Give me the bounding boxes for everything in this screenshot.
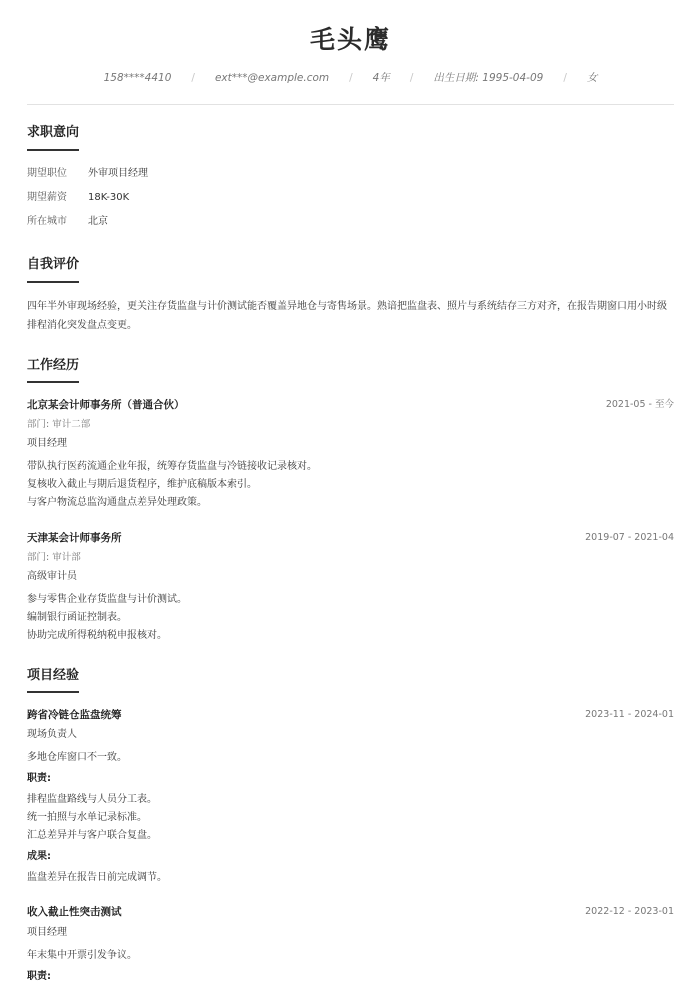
work-company: 天津某会计师事务所 [27, 532, 122, 544]
work-role: 项目经理 [27, 438, 67, 449]
intent-value-position: 外审项目经理 [88, 168, 148, 179]
work-role: 高级审计员 [27, 571, 77, 582]
work-duty-line: 与客户物流总监沟通盘点差异处理政策。 [27, 497, 207, 508]
section-title-projects: 项目经验 [27, 668, 80, 683]
project-description: 年末集中开票引发争议。 [27, 950, 137, 961]
gender: 女 [586, 72, 598, 84]
project-role: 项目经理 [27, 927, 67, 938]
project-role: 现场负责人 [27, 729, 77, 740]
phone-number: 158****4410 [103, 72, 172, 84]
project-date: 2022-12 - 2023-01 [585, 906, 674, 917]
project-duty-line: 汇总差异并与客户联合复盘。 [27, 830, 157, 841]
candidate-name: 毛头鹰 [309, 25, 391, 54]
separator: / [191, 72, 195, 84]
project-description: 多地仓库窗口不一致。 [27, 752, 127, 763]
work-company: 北京某会计师事务所（普通合伙） [27, 399, 185, 411]
birth-date: 出生日期: 1995-04-09 [433, 72, 544, 84]
work-duty-line: 协助完成所得税纳税申报核对。 [27, 630, 167, 641]
work-department: 部门: 审计二部 [27, 419, 91, 430]
project-duty-line: 排程监盘路线与人员分工表。 [27, 794, 157, 805]
section-title-self: 自我评价 [27, 257, 80, 272]
project-duty-line: 统一拍照与水单记录标准。 [27, 812, 147, 823]
email-address: ext***@example.com [214, 72, 330, 84]
separator: / [349, 72, 353, 84]
separator: / [409, 72, 414, 84]
section-underline [27, 691, 79, 693]
work-duty-line: 编制银行函证控制表。 [27, 612, 127, 623]
intent-label-position: 期望职位 [27, 168, 67, 179]
work-duty-line: 参与零售企业存货监盘与计价测试。 [27, 594, 187, 605]
project-result-line: 监盘差异在报告日前完成调节。 [27, 872, 167, 883]
section-underline [27, 149, 79, 151]
intent-value-city: 北京 [88, 216, 108, 227]
intent-value-salary: 18K-30K [88, 192, 130, 203]
header-divider [27, 104, 674, 105]
section-title-work: 工作经历 [27, 358, 80, 373]
years-experience: 4年 [372, 72, 390, 84]
work-date: 2021-05 - 至今 [605, 399, 674, 410]
contact-bar [27, 70, 674, 86]
work-department: 部门: 审计部 [27, 552, 81, 563]
self-evaluation-text: 四年半外审现场经验，更关注存货监盘与计价测试能否覆盖异地仓与寄售场景。熟谙把监盘表、照片与系统结存三方对齐，在报告期窗口用小时级排程消化突发盘点变更。 [27, 301, 667, 331]
section-underline [27, 381, 79, 383]
section-underline [27, 281, 79, 283]
intent-label-salary: 期望薪资 [27, 192, 67, 203]
project-name: 收入截止性突击测试 [27, 906, 122, 918]
work-date: 2019-07 - 2021-04 [585, 532, 674, 543]
project-name: 跨省冷链仓监盘统筹 [27, 709, 122, 721]
separator: / [563, 72, 567, 84]
project-duty-label: 职责: [27, 773, 51, 784]
section-title-intent: 求职意向 [27, 125, 80, 140]
project-result-label: 成果: [27, 851, 51, 862]
intent-label-city: 所在城市 [27, 216, 67, 227]
work-duty-line: 带队执行医药流通企业年报，统筹存货监盘与冷链接收记录核对。 [27, 461, 317, 472]
project-duty-label: 职责: [27, 971, 51, 982]
project-date: 2023-11 - 2024-01 [585, 709, 674, 720]
work-duty-line: 复核收入截止与期后退货程序，维护底稿版本索引。 [27, 479, 257, 490]
